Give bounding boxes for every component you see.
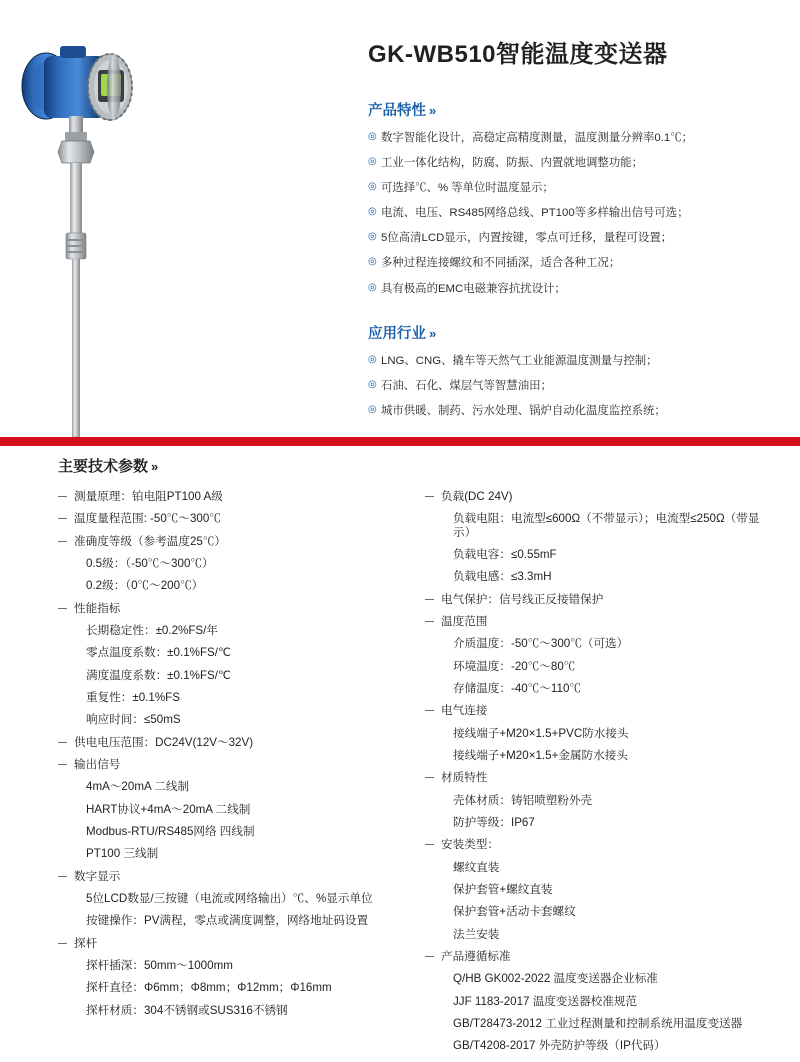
bullet-icon: ◎ [368,181,377,193]
spec-label: 供电电压范围：DC24V(12V～32V) [74,735,254,749]
spec-value: 介质温度：-50℃～300℃（可选） [453,637,629,651]
list-item [368,379,778,394]
spec-group [58,535,405,593]
spec-group [425,771,772,829]
dash-icon [425,496,434,497]
list-item [368,256,778,271]
hero-section [0,0,800,447]
bullet-icon: ◎ [368,281,377,293]
spec-label: 温度范围 [441,614,488,628]
list-item [368,354,778,369]
dash-icon [425,621,434,622]
industry-text: LNG、CNG、撬车等天然气工业能源温度测量与控制； [381,355,658,368]
spec-value: 重复性：±0.1%FS [86,690,180,704]
spec-value: Modbus-RTU/RS485网络 四线制 [86,824,255,838]
spec-label: 探杆 [74,936,98,950]
spec-group-head [58,937,405,950]
industries-list [368,354,778,419]
dash-icon [58,541,67,542]
dash-icon [425,844,434,845]
dash-icon [58,496,67,497]
feature-text: 可选择℃、% 等单位时温度显示； [381,182,554,195]
bullet-icon: ◎ [368,379,377,391]
specifications-section [0,455,800,1062]
spec-group [58,870,405,928]
bullet-icon: ◎ [368,404,377,416]
spec-value: 0.5级：（-50℃～300℃） [86,556,214,570]
spec-value: JJF 1183-2017 温度变送器校准规范 [453,994,638,1008]
list-item [368,282,778,297]
spec-group-head [425,704,772,717]
spec-value: PT100 三线制 [86,847,159,861]
spec-label: 电气保护：信号线正反接错保护 [441,592,604,606]
spec-value: 接线端子+M20×1.5+PVC防水接头 [453,726,629,740]
bullet-icon: ◎ [368,206,377,218]
spec-group [58,512,405,525]
spec-group [58,602,405,727]
spec-label: 数字显示 [74,869,121,883]
dash-icon [425,710,434,711]
spec-group [58,736,405,749]
bullet-icon: ◎ [368,156,377,168]
list-item [368,156,778,171]
spec-value: 保护套管+活动卡套螺纹 [453,905,576,919]
spec-group-head [58,535,405,548]
spec-value: 探杆插深：50mm～1000mm [86,958,233,972]
feature-text: 多种过程连接螺纹和不同插深，适合各种工况； [381,257,621,270]
spec-value: 4mA～20mA 二线制 [86,780,190,794]
spec-group-head [425,593,772,606]
features-heading [368,99,778,120]
spec-value: HART协议+4mA～20mA 二线制 [86,802,251,816]
spec-group [425,704,772,762]
features-list [368,131,778,296]
spec-group [425,593,772,606]
spec-value: 0.2级：（0℃～200℃） [86,579,204,593]
list-item [368,181,778,196]
spec-value: 壳体材质：铸铝喷塑粉外壳 [453,793,593,807]
dash-icon [425,599,434,600]
spec-value: 防护等级：IP67 [453,815,535,829]
chevron-icon: » [429,326,437,342]
dash-icon [425,956,434,957]
spec-label: 测量原理：铂电阻PT100 A级 [74,490,223,503]
spec-group [58,490,405,503]
feature-text: 数字智能化设计，高稳定高精度测量，温度测量分辨率0.1℃； [381,132,693,144]
spec-value: 法兰安装 [453,927,500,941]
spec-group [425,615,772,695]
spec-group-head [425,490,772,503]
spec-group-head [425,838,772,851]
dash-icon [58,876,67,877]
spec-value: 负载电感：≤3.3mH [453,570,552,584]
list-item [368,231,778,246]
spec-group-head [58,512,405,525]
spec-group-head [58,870,405,883]
industry-text: 石油、石化、煤层气等智慧油田； [381,380,552,393]
feature-text: 5位高清LCD显示，内置按键，零点可迁移，量程可设置； [381,232,673,245]
spec-label: 性能指标 [74,601,121,615]
spec-group-head [425,950,772,963]
spec-group [425,838,772,941]
specs-heading-label: 主要技术参数 [58,458,149,475]
spec-group-head [425,615,772,628]
page-title: GK-WB510智能温度变送器 [368,41,668,68]
spec-value: 零点温度系数：±0.1%FS/℃ [86,646,232,660]
spec-group [425,490,772,584]
dash-icon [58,764,67,765]
spec-value: 长期稳定性：±0.2%FS/年 [86,623,218,637]
chevron-icon: » [429,103,437,118]
dash-icon [425,777,434,778]
specs-columns [0,490,800,1062]
list-item [368,206,778,221]
spec-value: 负载电容：≤0.55mF [453,547,557,561]
spec-label: 负载(DC 24V) [441,490,513,503]
spec-value: 探杆材质：304不锈钢或SUS316不锈钢 [86,1003,288,1017]
spec-group-head [58,490,405,503]
spec-group [58,758,405,861]
spec-group-head [58,602,405,615]
bullet-icon: ◎ [368,256,377,268]
spec-label: 输出信号 [74,757,121,771]
spec-label: 准确度等级（参考温度25℃） [74,534,227,548]
spec-group [58,937,405,1017]
spec-group-head [58,736,405,749]
spec-value: GB/T28473-2012 工业过程测量和控制系统用温度变送器 [453,1016,743,1030]
list-item [368,404,778,419]
spec-value: GB/T4208-2017 外壳防护等级（IP代码） [453,1039,666,1053]
spec-value: 环境温度：-20℃～80℃ [453,659,576,673]
spec-group-head [58,758,405,771]
spec-label: 产品遵循标准 [441,949,511,963]
spec-group [425,950,772,1053]
dash-icon [58,742,67,743]
temperature-transmitter-icon [10,30,210,430]
spec-value: 保护套管+螺纹直装 [453,882,553,896]
bullet-icon: ◎ [368,231,377,243]
specs-heading [58,455,800,476]
feature-text: 工业一体化结构，防腐、防振、内置就地调整功能； [381,157,643,170]
spec-label: 安装类型： [441,838,499,852]
dash-icon [58,518,67,519]
list-item [368,131,778,146]
spec-value: Q/HB GK002-2022 温度变送器企业标准 [453,972,658,986]
industries-heading-label: 应用行业 [368,326,426,343]
dash-icon [58,608,67,609]
industry-text: 城市供暖、制药、污水处理、锅炉自动化温度监控系统； [381,405,666,418]
spec-value: 螺纹直装 [453,860,500,874]
bullet-icon: ◎ [368,354,377,366]
spec-label: 电气连接 [441,704,488,718]
spec-label: 温度量程范围: -50℃～300℃ [74,512,221,526]
industries-heading [368,322,778,343]
feature-text: 具有极高的EMC电磁兼容抗扰设计； [381,282,566,295]
spec-label: 材质特性 [441,771,488,785]
bullet-icon: ◎ [368,131,377,142]
spec-value: 满度温度系数：±0.1%FS/℃ [86,668,232,682]
feature-text: 电流、电压、RS485网络总线、PT100等多样输出信号可选； [381,207,689,220]
spec-value: 按键操作：PV满程，零点或满度调整，网络地址码设置 [86,914,369,928]
features-heading-label: 产品特性 [368,103,426,119]
spec-value: 探杆直径：Φ6mm；Φ8mm；Φ12mm；Φ16mm [86,981,332,995]
spec-value: 负载电阻：电流型≤600Ω（不带显示）；电流型≤250Ω（带显示） [453,512,760,539]
dash-icon [58,943,67,944]
section-divider [0,437,800,446]
hero-text-column [368,34,778,445]
product-photo [0,0,330,447]
spec-value: 存储温度：-40℃～110℃ [453,681,581,695]
specs-right-column [425,490,772,1062]
chevron-icon: » [151,459,159,474]
spec-group-head [425,771,772,784]
spec-value: 响应时间：≤50mS [86,713,181,727]
specs-left-column [58,490,405,1062]
spec-value: 5位LCD数显/三按键（电流或网络输出）℃、%显示单位 [86,891,373,905]
spec-value: 接线端子+M20×1.5+金属防水接头 [453,748,628,762]
